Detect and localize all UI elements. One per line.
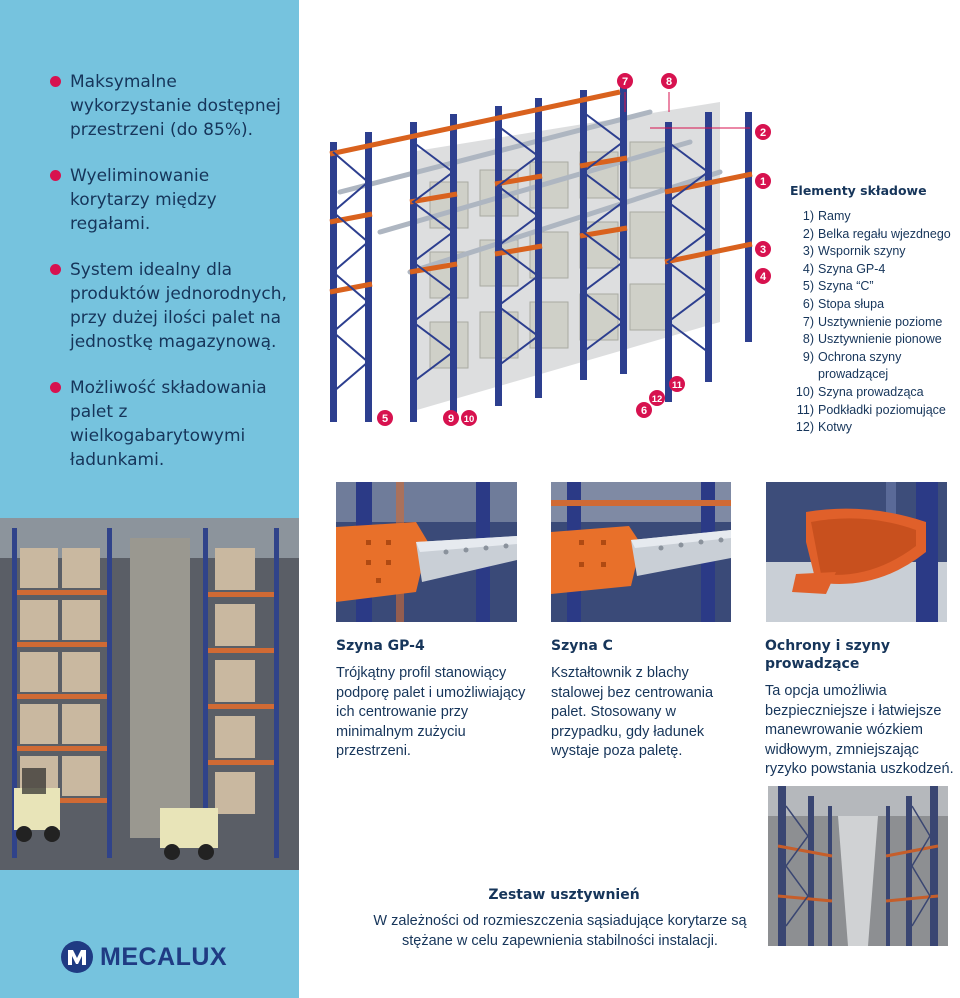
svg-text:1: 1	[759, 176, 767, 188]
bullet-dot-icon	[50, 76, 61, 87]
warehouse-photo	[0, 518, 299, 870]
callout-4	[755, 268, 771, 284]
legend-item	[790, 349, 960, 384]
legend-label: Kotwy	[818, 420, 853, 435]
legend-item	[790, 331, 960, 349]
components-legend	[790, 183, 960, 437]
legend-label: Stopa słupa	[818, 296, 885, 311]
gp4-rail-photo	[336, 482, 517, 622]
bracing-description: W zależności od rozmieszczenia sąsiadujące korytarze są stężane w celu zapewnienia stabilności instalacji.	[373, 913, 747, 949]
svg-text:12: 12	[651, 394, 663, 405]
callout-10	[461, 410, 477, 426]
card-body: Kształtownik z blachy stalowej bez centrowania palet. Stosowany w przypadku, gdy ładunek wystaje poza paletę.	[551, 665, 714, 759]
svg-text:11: 11	[671, 380, 683, 391]
card-title: Szyna C	[551, 638, 613, 654]
legend-number: 1)	[802, 209, 814, 223]
legend-item	[790, 243, 960, 261]
legend-item	[790, 314, 960, 332]
legend-label: Wspornik szyny	[818, 244, 906, 259]
legend-number: 12)	[795, 420, 814, 435]
bullet-dot-icon	[50, 382, 61, 393]
card-title: Ochrony i szyny prowadzące	[765, 638, 891, 672]
feature-item	[50, 70, 290, 142]
guide-protection-photo	[766, 482, 947, 622]
callout-3	[755, 241, 771, 257]
legend-label: Usztywnienie pionowe	[818, 332, 942, 347]
legend-label: Szyna “C”	[818, 279, 874, 294]
bracing-photo	[768, 786, 948, 946]
legend-item	[790, 419, 960, 437]
svg-text:4: 4	[759, 271, 767, 283]
mecalux-emblem-icon	[60, 940, 94, 974]
legend-number: 9)	[802, 349, 814, 364]
svg-text:10: 10	[463, 414, 475, 425]
legend-label: Szyna GP-4	[818, 261, 886, 276]
card-body: Ta opcja umożliwia bezpieczniejsze i łatwiejsze manewrowanie wózkiem widłowym, zmniejszając ryzyko powstania uszkodzeń.	[765, 683, 954, 777]
svg-text:2: 2	[759, 127, 767, 139]
legend-label: Belka regału wjezdnego	[818, 226, 951, 241]
legend-number: 5)	[802, 279, 814, 294]
legend-number: 10)	[795, 384, 814, 399]
svg-text:6: 6	[640, 405, 648, 417]
legend-item	[790, 208, 960, 226]
legend-item	[790, 296, 960, 314]
legend-number: 11)	[796, 402, 814, 417]
bullet-dot-icon	[50, 264, 61, 275]
drive-in-rack-diagram	[320, 72, 767, 437]
callout-5	[377, 410, 393, 426]
feature-item	[50, 164, 290, 236]
legend-number: 4)	[802, 261, 814, 276]
legend-label: Ochrona szyny prowadzącej	[818, 349, 902, 382]
legend-list	[790, 208, 960, 437]
svg-text:8: 8	[665, 76, 673, 88]
legend-number: 6)	[802, 296, 814, 311]
logo-wordmark: MECALUX	[100, 942, 228, 971]
legend-label: Ramy	[818, 209, 851, 223]
legend-number: 2)	[802, 226, 814, 241]
legend-number: 3)	[802, 244, 814, 259]
legend-item	[790, 278, 960, 296]
callout-7	[617, 73, 633, 89]
legend-title: Elementy składowe	[790, 183, 927, 198]
callout-2	[755, 124, 771, 140]
feature-item	[50, 376, 290, 472]
callout-11	[669, 376, 685, 392]
feature-text: Maksymalne wykorzystanie dostępnej przestrzeni (do 85%).	[70, 72, 281, 140]
svg-text:7: 7	[621, 76, 629, 88]
legend-item	[790, 226, 960, 244]
svg-text:3: 3	[759, 244, 767, 256]
legend-number: 7)	[802, 314, 814, 329]
legend-label: Szyna prowadząca	[818, 384, 924, 399]
legend-label: Podkładki poziomujące	[818, 402, 946, 417]
bracing-title: Zestaw usztywnień	[488, 887, 640, 903]
c-rail-photo	[551, 482, 731, 622]
card-title: Szyna GP-4	[336, 638, 425, 654]
callout-6	[636, 402, 652, 418]
svg-text:5: 5	[381, 413, 389, 425]
legend-number: 8)	[802, 332, 814, 347]
legend-item	[790, 384, 960, 402]
feature-item	[50, 258, 290, 354]
feature-text: Możliwość składowania palet z wielkogabarytowymi ładunkami.	[70, 378, 267, 470]
gp4-rail-card	[336, 637, 526, 762]
feature-text: Wyeliminowanie korytarzy między regałami.	[70, 166, 217, 234]
callout-8	[661, 73, 677, 89]
callout-1	[755, 173, 771, 189]
feature-list	[50, 70, 290, 494]
card-body: Trójkątny profil stanowiący podporę palet i umożliwiający ich centrowanie przy minimalnym zużyciu przestrzeni.	[336, 665, 526, 759]
feature-text: System idealny dla produktów jednorodnych, przy dużej ilości palet na jednostkę magazynową.	[70, 260, 287, 352]
svg-text:9: 9	[447, 413, 455, 425]
callout-9	[443, 410, 459, 426]
legend-label: Usztywnienie poziome	[818, 314, 943, 329]
mecalux-logo	[60, 940, 227, 974]
legend-item	[790, 261, 960, 279]
c-rail-card	[551, 637, 741, 762]
bullet-dot-icon	[50, 170, 61, 181]
callout-12	[649, 390, 665, 406]
legend-item	[790, 402, 960, 420]
guide-protection-card	[765, 637, 960, 780]
